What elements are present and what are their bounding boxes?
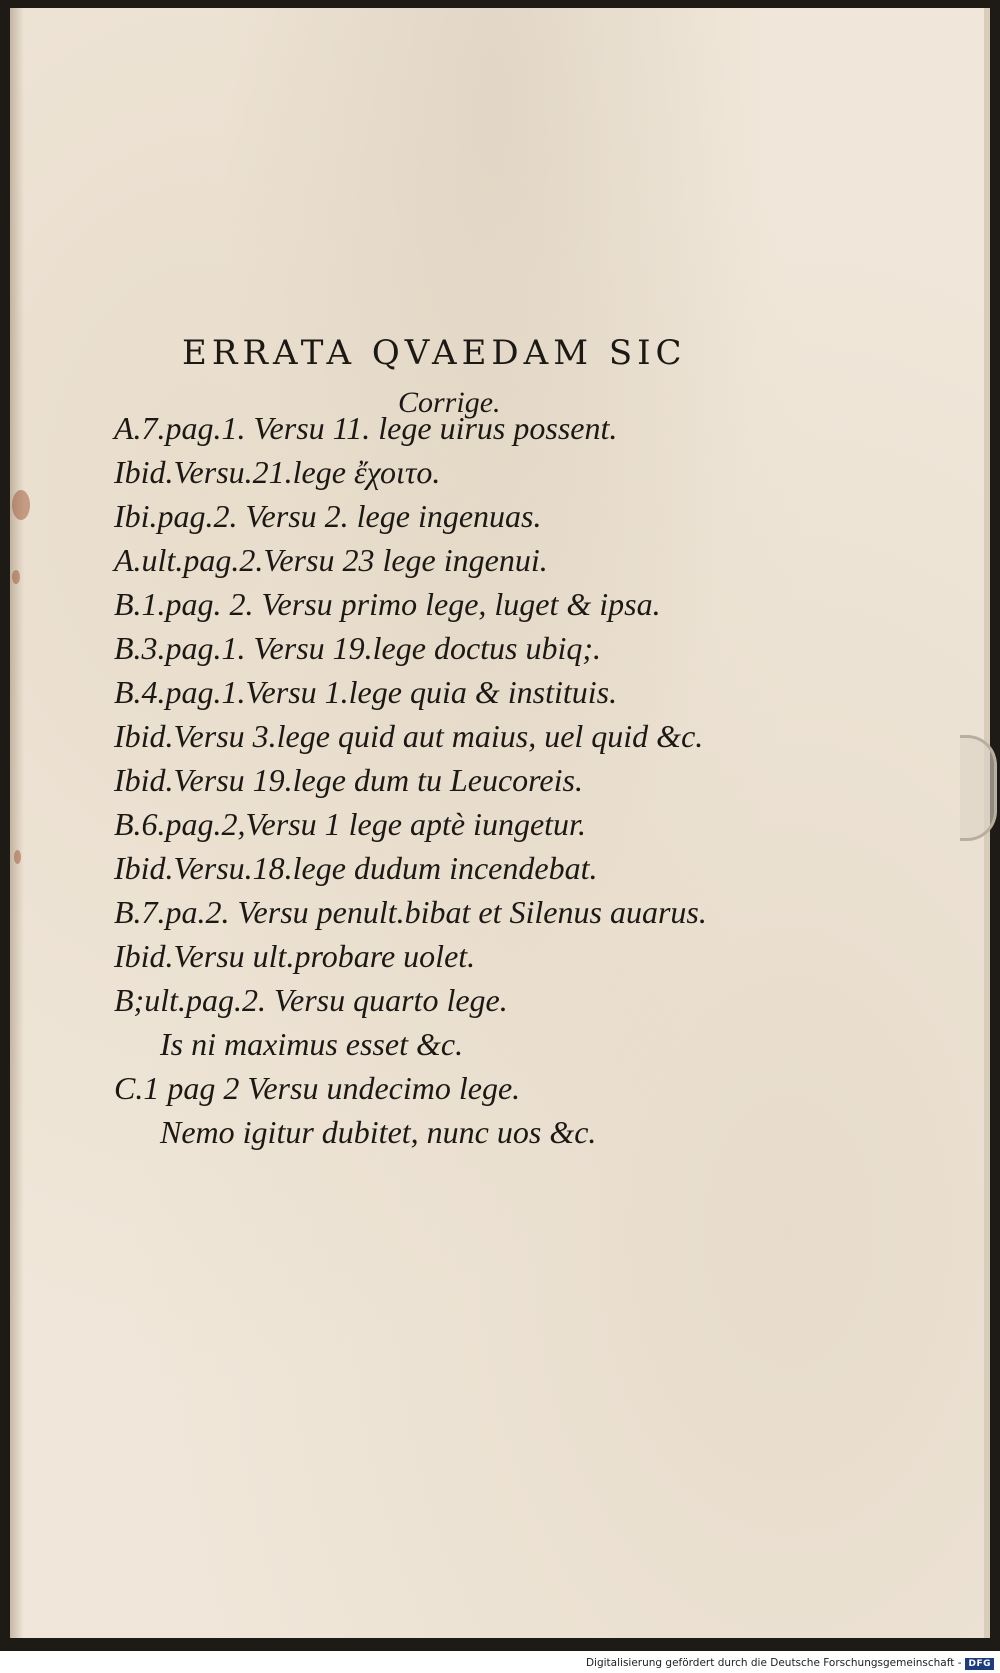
errata-line: B.3.pag.1. Versu 19.lege doctus ubiq;. (114, 630, 602, 666)
errata-line: Ibid.Versu 19.lege dum tu Leucoreis. (114, 762, 583, 798)
errata-line: B.7.pa.2. Versu penult.bibat et Silenus auarus. (114, 894, 707, 930)
errata-line: Ibid.Versu ult.probare uolet. (114, 938, 476, 974)
errata-line: B.6.pag.2,Versu 1 lege aptè iungetur. (114, 806, 586, 842)
errata-line: Ibid.Versu.18.lege dudum incendebat. (114, 850, 598, 886)
ink-stain (12, 570, 20, 584)
ink-stain (12, 490, 30, 520)
errata-line: B;ult.pag.2. Versu quarto lege. (114, 982, 508, 1018)
errata-line: C.1 pag 2 Versu undecimo lege. (114, 1070, 521, 1106)
errata-line: Ibid.Versu.21.lege ἔχοιτο. (114, 454, 441, 490)
errata-subheading: Corrige. (398, 386, 501, 419)
credit-text: Digitalisierung gefördert durch die Deutsche Forschungsgemeinschaft - (585, 1657, 962, 1669)
errata-line: Nemo igitur dubitet, nunc uos &c. (160, 1114, 597, 1150)
errata-line: Ibi.pag.2. Versu 2. lege ingenuas. (114, 498, 542, 534)
digitization-credit (586, 1656, 994, 1671)
errata-line: A.7.pag.1. Versu 11. lege uirus possent. (114, 410, 618, 446)
page-clip-mark (960, 735, 997, 841)
ink-stain (14, 850, 21, 864)
errata-heading: ERRATA QVAEDAM SIC (182, 333, 687, 373)
errata-line: B.4.pag.1.Versu 1.lege quia & instituis. (114, 674, 618, 710)
dfg-logo: DFG (965, 1658, 994, 1670)
spine-shadow (10, 8, 24, 1638)
errata-line: B.1.pag. 2. Versu primo lege, luget & ipsa. (114, 586, 661, 622)
errata-line: Is ni maximus esset &c. (160, 1026, 464, 1062)
errata-line: Ibid.Versu 3.lege quid aut maius, uel quid &c. (114, 718, 704, 754)
errata-line: A.ult.pag.2.Versu 23 lege ingenui. (114, 542, 548, 578)
